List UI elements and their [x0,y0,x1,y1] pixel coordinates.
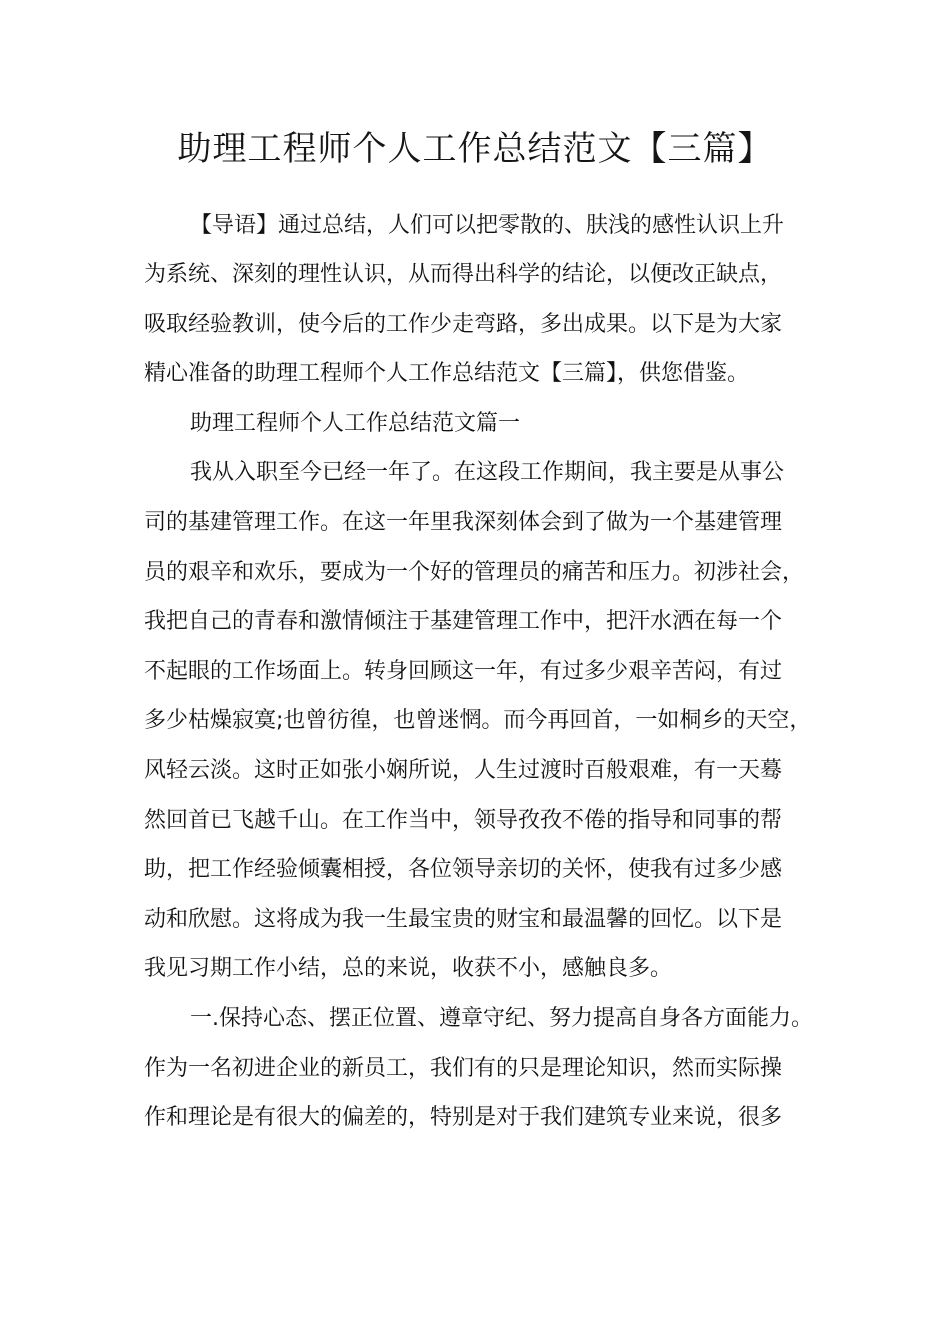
paragraph1-line-3: 员的艰辛和欢乐，要成为一个好的管理员的痛苦和压力。初涉社会， [144,560,805,585]
paragraph1-line-11: 我见习期工作小结，总的来说，收获不小，感触良多。 [144,956,673,981]
intro-line-1: 【导语】通过总结，人们可以把零散的、肤浅的感性认识上升 [190,213,785,238]
paragraph1-line-4: 我把自己的青春和激情倾注于基建管理工作中，把汗水洒在每一个 [144,609,783,634]
paragraph1-line-1: 我从入职至今已经一年了。在这段工作期间，我主要是从事公 [190,460,785,485]
section-heading: 助理工程师个人工作总结范文篇一 [190,411,521,436]
intro-line-4: 精心准备的助理工程师个人工作总结范文【三篇】，供您借鉴。 [144,361,750,386]
paragraph1-line-8: 然回首已飞越千山。在工作当中，领导孜孜不倦的指导和同事的帮 [144,808,783,833]
paragraph2-line-2: 作为一名初进企业的新员工，我们有的只是理论知识，然而实际操 [144,1056,783,1081]
paragraph2-line-3: 作和理论是有很大的偏差的，特别是对于我们建筑专业来说，很多 [144,1105,783,1130]
intro-line-3: 吸取经验教训，使今后的工作少走弯路，多出成果。以下是为大家 [144,312,783,337]
intro-line-2: 为系统、深刻的理性认识，从而得出科学的结论，以便改正缺点， [144,262,783,287]
paragraph1-line-6: 多少枯燥寂寞;也曾彷徨，也曾迷惘。而今再回首，一如桐乡的天空， [144,708,812,733]
paragraph1-line-10: 动和欣慰。这将成为我一生最宝贵的财宝和最温馨的回忆。以下是 [144,907,783,932]
document-title: 助理工程师个人工作总结范文【三篇】 [177,129,773,169]
paragraph1-line-2: 司的基建管理工作。在这一年里我深刻体会到了做为一个基建管理 [144,510,783,535]
paragraph1-line-5: 不起眼的工作场面上。转身回顾这一年，有过多少艰辛苦闷，有过 [144,659,783,684]
paragraph1-line-7: 风轻云淡。这时正如张小娴所说，人生过渡时百般艰难，有一天蓦 [144,758,783,783]
paragraph2-line-1: 一.保持心态、摆正位置、遵章守纪、努力提高自身各方面能力。 [190,1006,813,1031]
paragraph1-line-9: 助，把工作经验倾囊相授，各位领导亲切的关怀，使我有过多少感 [144,857,783,882]
